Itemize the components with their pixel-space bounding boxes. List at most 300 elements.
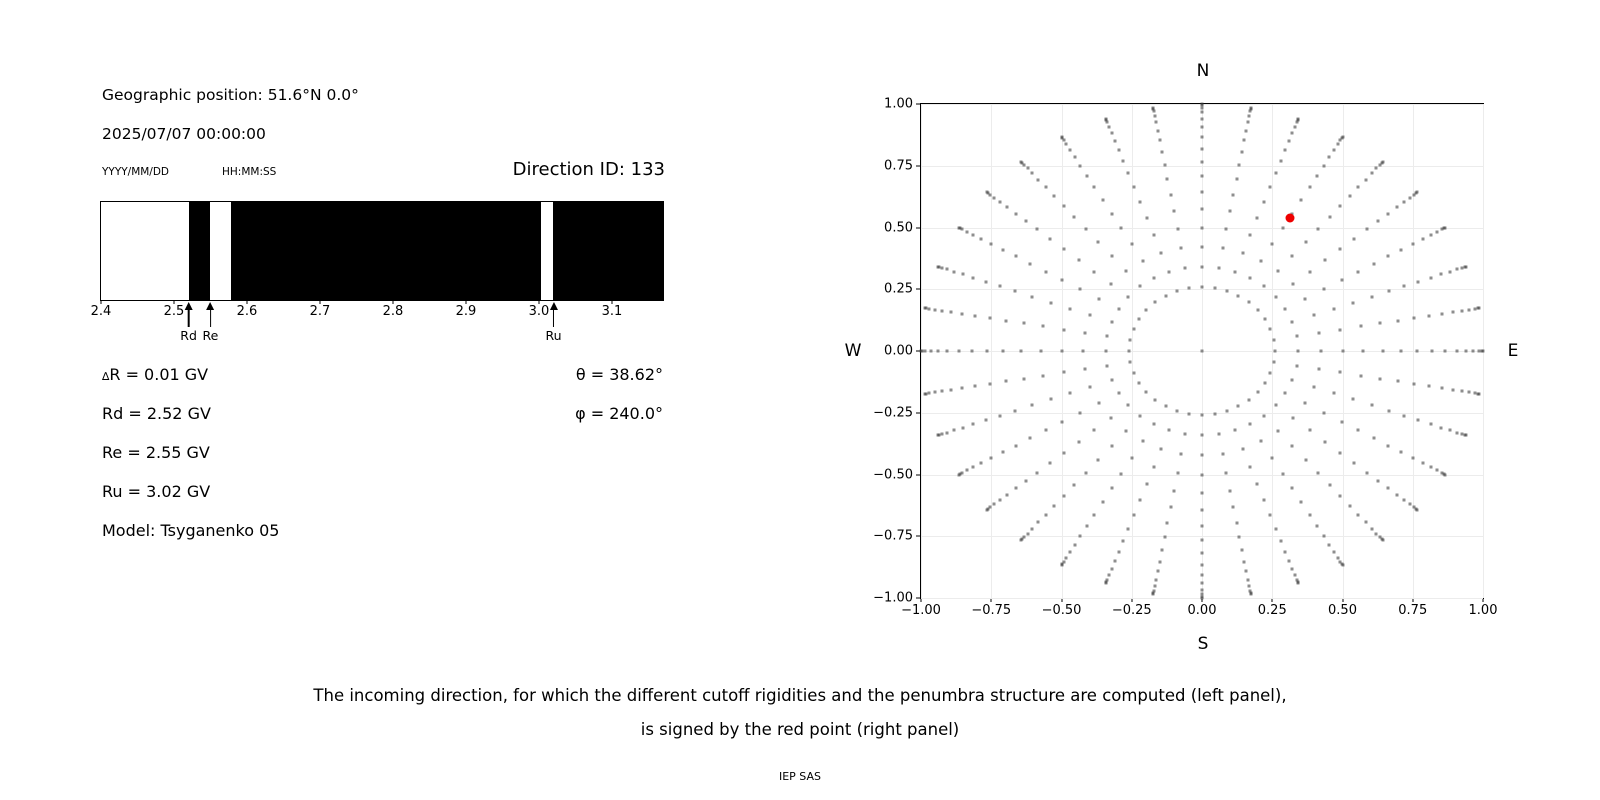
direction-dot (1155, 578, 1158, 581)
direction-dot (1020, 160, 1023, 163)
gridline-horizontal (921, 166, 1483, 167)
direction-dot (1274, 295, 1277, 298)
direction-dot (1339, 328, 1342, 331)
direction-dot (1117, 551, 1120, 554)
direction-dot (1005, 319, 1008, 322)
direction-id-title: Direction ID: 133 (512, 159, 665, 180)
y-tick-mark (916, 165, 920, 166)
direction-dot (1333, 392, 1336, 395)
direction-dot (1468, 308, 1471, 311)
direction-dot (1237, 294, 1240, 297)
direction-dot (1336, 556, 1339, 559)
direction-dot (1093, 186, 1096, 189)
direction-dot (1117, 307, 1120, 310)
direction-dot (1440, 387, 1443, 390)
direction-dot (990, 243, 993, 246)
direction-dot (1168, 270, 1171, 273)
direction-dot (1427, 314, 1430, 317)
direction-dot (1097, 458, 1100, 461)
direction-dot (1291, 321, 1294, 324)
direction-dot (985, 191, 988, 194)
direction-dot (961, 426, 964, 429)
direction-dot (961, 387, 964, 390)
direction-dot (1295, 121, 1298, 124)
direction-dot (1339, 247, 1342, 250)
direction-dot (936, 350, 939, 353)
direction-dot (1444, 473, 1447, 476)
direction-dot (1184, 433, 1187, 436)
direction-dot (1288, 139, 1291, 142)
cutoff-marker-re (203, 302, 219, 343)
y-tick-label: −0.25 (873, 405, 913, 421)
direction-dot (1238, 536, 1241, 539)
direction-dot (1245, 129, 1248, 132)
direction-dot (1152, 593, 1155, 596)
direction-dot (1233, 270, 1236, 273)
direction-dot (928, 307, 931, 310)
direction-dot (1303, 402, 1306, 405)
direction-dot (1373, 437, 1376, 440)
direction-dot (1145, 216, 1148, 219)
direction-dot (945, 268, 948, 271)
direction-dot (1028, 437, 1031, 440)
direction-dot (961, 273, 964, 276)
direction-dot (1370, 404, 1373, 407)
direction-dot (1044, 513, 1047, 516)
direction-dot (1416, 191, 1419, 194)
direction-dot (1163, 163, 1166, 166)
direction-dot (993, 196, 996, 199)
direction-dot (1235, 522, 1238, 525)
direction-dot (1246, 121, 1249, 124)
direction-dot (1333, 307, 1336, 310)
direction-dot (1300, 501, 1303, 504)
direction-dot (1316, 174, 1319, 177)
direction-dot (1248, 115, 1251, 118)
direction-dot (974, 385, 977, 388)
direction-dot (1221, 452, 1224, 455)
direction-dot (1468, 391, 1471, 394)
cutoff-marker-label: Rd (180, 328, 197, 343)
direction-dot (1106, 335, 1109, 338)
direction-dot (1225, 471, 1228, 474)
direction-dot (1073, 483, 1076, 486)
direction-dot (1339, 452, 1342, 455)
direction-dot (970, 350, 973, 353)
direction-dot (1005, 380, 1008, 383)
direction-dot (1381, 160, 1384, 163)
direction-dot (1262, 499, 1265, 502)
direction-dot (1357, 513, 1360, 516)
direction-dot (1213, 412, 1216, 415)
direction-dot (1291, 487, 1294, 490)
direction-dot (1104, 117, 1107, 120)
direction-dot (1084, 368, 1087, 371)
direction-dot (1068, 307, 1071, 310)
direction-dot (1110, 212, 1113, 215)
direction-dot (1062, 205, 1065, 208)
direction-dot (1228, 489, 1231, 492)
direction-dot (1291, 255, 1294, 258)
direction-dot (1188, 287, 1191, 290)
direction-dot (1044, 186, 1047, 189)
direction-dot (1122, 159, 1125, 162)
direction-dot (1249, 106, 1252, 109)
direction-dot (1037, 178, 1040, 181)
direction-dot (950, 311, 953, 314)
direction-dot (1001, 451, 1004, 454)
direction-dot (1241, 448, 1244, 451)
direction-dot (1221, 247, 1224, 250)
direction-dot (1141, 440, 1144, 443)
direction-dot (1173, 489, 1176, 492)
phi-value: φ = 240.0° (575, 404, 663, 423)
direction-dot (1084, 228, 1087, 231)
penumbra-black-band (189, 202, 211, 300)
direction-dot (1120, 227, 1123, 230)
direction-dot (1073, 543, 1076, 546)
direction-dot (1352, 398, 1355, 401)
direction-dot (1110, 417, 1113, 420)
direction-dot (1324, 441, 1327, 444)
direction-dot (1249, 276, 1252, 279)
direction-dot (1128, 350, 1131, 353)
direction-dot (1184, 266, 1187, 269)
direction-dot (933, 391, 936, 394)
direction-dot (1201, 160, 1204, 163)
direction-dot (1451, 311, 1454, 314)
direction-dot (1020, 350, 1023, 353)
direction-dot (1130, 456, 1133, 459)
credit-label: IEP SAS (778, 770, 822, 783)
direction-dot (1077, 258, 1080, 261)
direction-dot (1158, 560, 1161, 563)
direction-dot (1312, 314, 1315, 317)
x-tick-label: −0.25 (1111, 603, 1152, 618)
direction-dot (1269, 371, 1272, 374)
direction-dot (1482, 350, 1485, 353)
direction-dot (1152, 466, 1155, 469)
direction-dot (998, 285, 1001, 288)
direction-dot (1138, 318, 1141, 321)
direction-dot (1201, 208, 1204, 211)
direction-dot (950, 388, 953, 391)
y-tick-label: 0.25 (884, 281, 913, 297)
direction-dot (1440, 312, 1443, 315)
direction-dot (1396, 206, 1399, 209)
direction-dot (1079, 288, 1082, 291)
direction-dot (933, 308, 936, 311)
direction-dot (1317, 331, 1320, 334)
direction-dot (1122, 540, 1125, 543)
direction-dot (1108, 125, 1111, 128)
delta-r-text: R = 0.01 GV (109, 365, 209, 384)
direction-dot (928, 392, 931, 395)
direction-dot (1031, 527, 1034, 530)
cutoff-marker-label: Re (202, 328, 219, 343)
direction-dot (1322, 411, 1325, 414)
direction-dot (1201, 136, 1204, 139)
direction-dot (985, 350, 988, 353)
direction-dot (1249, 466, 1252, 469)
direction-dot (1153, 584, 1156, 587)
direction-dot (1277, 270, 1280, 273)
up-arrow-head-icon (550, 302, 558, 310)
direction-dot (1093, 513, 1096, 516)
direction-dot (1271, 243, 1274, 246)
direction-dot (1161, 549, 1164, 552)
penumbra-black-band (231, 202, 541, 300)
direction-dot (1117, 148, 1120, 151)
direction-dot (1163, 536, 1166, 539)
direction-dot (1411, 456, 1414, 459)
direction-dot (1233, 429, 1236, 432)
direction-dot (1396, 380, 1399, 383)
direction-dot (1427, 385, 1430, 388)
direction-dot (1138, 381, 1141, 384)
direction-dot (1339, 205, 1342, 208)
direction-dot (936, 265, 939, 268)
direction-dot (1113, 139, 1116, 142)
direction-dot (1152, 106, 1155, 109)
direction-dot (1319, 350, 1322, 353)
rd-value: Rd = 2.52 GV (102, 404, 211, 423)
direction-dot (1201, 573, 1204, 576)
direction-dot (1403, 285, 1406, 288)
x-tick-label: 0.25 (1257, 603, 1287, 618)
direction-dot (1378, 377, 1381, 380)
direction-dot (1031, 404, 1034, 407)
direction-dot (1201, 117, 1204, 120)
direction-dot (1176, 289, 1179, 292)
direction-dot (1416, 508, 1419, 511)
direction-plot-area (873, 96, 1498, 618)
direction-dot (1023, 322, 1026, 325)
direction-dot (965, 230, 968, 233)
direction-dot (1152, 423, 1155, 426)
direction-dot (1110, 378, 1113, 381)
direction-dot (1031, 172, 1034, 175)
direction-dot (1249, 423, 1252, 426)
direction-dot (1154, 398, 1157, 401)
direction-dot (1026, 167, 1029, 170)
direction-dot (1336, 143, 1339, 146)
y-tick-label: 1.00 (884, 96, 913, 112)
y-tick-label: −0.50 (873, 467, 913, 482)
direction-dot (1263, 318, 1266, 321)
direction-dot (924, 350, 927, 353)
direction-dot (1256, 483, 1259, 486)
direction-dot (1370, 172, 1373, 175)
direction-dot (1328, 543, 1331, 546)
direction-dot (1084, 471, 1087, 474)
direction-dot (961, 471, 964, 474)
direction-dot (1451, 388, 1454, 391)
direction-dot (1085, 174, 1088, 177)
direction-dot (940, 390, 943, 393)
direction-dot (1417, 419, 1420, 422)
direction-dot (1339, 371, 1342, 374)
direction-dot (1246, 578, 1249, 581)
ru-value: Ru = 3.02 GV (102, 482, 211, 501)
direction-dot (924, 307, 927, 310)
direction-dot (1365, 228, 1368, 231)
direction-dot (1024, 219, 1027, 222)
direction-dot (1124, 270, 1127, 273)
direction-dot (1357, 429, 1360, 432)
direction-dot (1117, 392, 1120, 395)
direction-dot (1378, 322, 1381, 325)
direction-dot (1155, 121, 1158, 124)
direction-dot (1279, 540, 1282, 543)
direction-dot (1403, 414, 1406, 417)
direction-dot (1127, 404, 1130, 407)
direction-dot (1387, 409, 1390, 412)
direction-dot (1456, 431, 1459, 434)
direction-dot (1001, 248, 1004, 251)
direction-dot (1113, 560, 1116, 563)
direction-dot (1020, 539, 1023, 542)
direction-dot (1412, 382, 1415, 385)
direction-dot (1400, 248, 1403, 251)
direction-dot (1421, 238, 1424, 241)
direction-dot (1373, 262, 1376, 265)
direction-dot (1333, 148, 1336, 151)
direction-dot (1416, 350, 1419, 353)
cutoff-marker-label: Ru (545, 328, 562, 343)
direction-dot (1053, 195, 1056, 198)
direction-dot (1002, 350, 1005, 353)
direction-dot (1274, 172, 1277, 175)
direction-dot (1201, 473, 1204, 476)
direction-dot (1341, 350, 1344, 353)
gridline-horizontal (921, 289, 1483, 290)
direction-dot (1340, 420, 1343, 423)
direction-dot (1085, 525, 1088, 528)
direction-dot (1281, 227, 1284, 230)
direction-dot (1139, 200, 1142, 203)
direction-dot (1370, 295, 1373, 298)
direction-dot (1139, 499, 1142, 502)
direction-dot (1042, 374, 1045, 377)
direction-dot (1256, 391, 1259, 394)
direction-dot (1322, 288, 1325, 291)
y-tick-mark (916, 104, 920, 105)
direction-dot (1341, 136, 1344, 139)
up-arrow-head-icon (206, 302, 214, 310)
direction-dot (1333, 551, 1336, 554)
direction-dot (1014, 444, 1017, 447)
direction-dot (1444, 226, 1447, 229)
direction-dot (1161, 150, 1164, 153)
direction-dot (1213, 287, 1216, 290)
direction-dot (1201, 582, 1204, 585)
direction-dot (1188, 412, 1191, 415)
direction-dot (924, 392, 927, 395)
direction-dot (1201, 191, 1204, 194)
direction-dot (1014, 212, 1017, 215)
direction-dot (1079, 535, 1082, 538)
penumbra-bar (90, 201, 664, 343)
direction-dot (1106, 121, 1109, 124)
direction-dot (1297, 117, 1300, 120)
direction-dot (920, 350, 923, 353)
direction-dot (1291, 131, 1294, 134)
direction-dot (1303, 297, 1306, 300)
direction-dot (1228, 210, 1231, 213)
direction-dot (946, 350, 949, 353)
direction-dot (1455, 350, 1458, 353)
direction-dot (1440, 426, 1443, 429)
direction-dot (1295, 335, 1298, 338)
penumbra-tick-label: 3.0 (528, 304, 550, 319)
direction-dot (1023, 377, 1026, 380)
direction-dot (1173, 210, 1176, 213)
direction-dot (1263, 381, 1266, 384)
direction-dot (1465, 434, 1468, 437)
x-tick-label: −0.75 (971, 603, 1012, 618)
direction-dot (1044, 429, 1047, 432)
direction-dot (1461, 390, 1464, 393)
direction-dot (1272, 338, 1275, 341)
direction-dot (1141, 259, 1144, 262)
direction-dot (1431, 350, 1434, 353)
direction-dot (1243, 560, 1246, 563)
direction-dot (1156, 570, 1159, 573)
direction-dot (1262, 285, 1265, 288)
direction-dot (974, 314, 977, 317)
direction-dot (1328, 216, 1331, 219)
up-arrow-stem (210, 310, 212, 327)
direction-dot (1176, 471, 1179, 474)
direction-dot (957, 226, 960, 229)
direction-dot (1291, 378, 1294, 381)
direction-dot (936, 434, 939, 437)
direction-dot (1436, 230, 1439, 233)
direction-dot (1324, 258, 1327, 261)
direction-dot (1068, 551, 1071, 554)
direction-dot (1256, 216, 1259, 219)
direction-dot (1201, 434, 1204, 437)
direction-dot (972, 423, 975, 426)
direction-dot (1110, 131, 1113, 134)
direction-dot (1225, 410, 1228, 413)
direction-dot (1097, 241, 1100, 244)
direction-dot (1284, 148, 1287, 151)
direction-dot (1316, 525, 1319, 528)
direction-dot (1062, 328, 1065, 331)
direction-dot (1176, 410, 1179, 413)
direction-dot (1014, 409, 1017, 412)
direction-dot (1110, 487, 1113, 490)
direction-dot (1328, 483, 1331, 486)
up-arrow-stem (188, 310, 190, 327)
direction-dot (1449, 270, 1452, 273)
selected-direction-point (1285, 213, 1294, 222)
direction-dot (1049, 301, 1052, 304)
direction-dot (1357, 270, 1360, 273)
direction-dot (1429, 233, 1432, 236)
direction-dot (998, 200, 1001, 203)
direction-dot (1132, 371, 1135, 374)
direction-dot (1429, 423, 1432, 426)
direction-dot (1408, 503, 1411, 506)
direction-dot (1235, 177, 1238, 180)
south-label: S (1197, 634, 1209, 654)
direction-dot (1232, 193, 1235, 196)
penumbra-tick-label: 2.5 (163, 304, 185, 319)
direction-dot (1129, 361, 1132, 364)
